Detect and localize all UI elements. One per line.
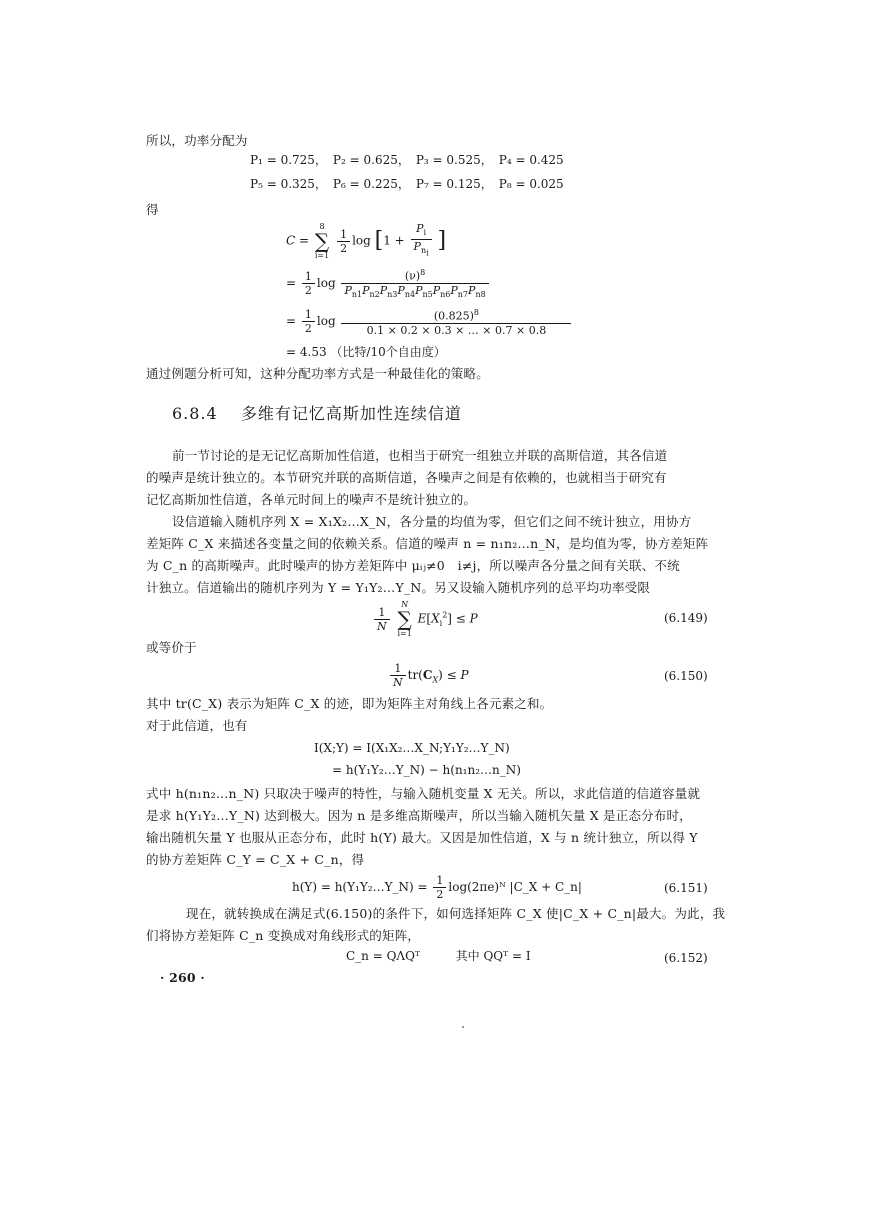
para2-line-2: 差矩阵 C_X 来描述各变量之间的依赖关系。信道的噪声 n = n₁n₂…n_N，是均值为零，协方差矩阵	[146, 536, 709, 551]
para3-line-3: 输出随机矢量 Y 也服从正态分布，此时 h(Y) 最大。又因是加性信道，X 与 n 统计独立，所以得 Y	[146, 830, 698, 845]
capacity-result: = 4.53 （比特/10个自由度）	[286, 345, 446, 359]
equation-6-152	[346, 948, 531, 964]
equation-6-151: h(Y) = h(Y₁Y₂…Y_N) = $\frac{1}{2}$ log(2πe)ᴺ |C_X + C_n|	[292, 874, 582, 901]
capacity-equation-line-1: C = 8 ∑ i=1 $\frac{1}{2}$ log [1 + $\frac{P_i}{P_{n_i}}$ ]	[286, 222, 447, 260]
equation-number-6-151: (6.151)	[664, 881, 708, 895]
page-number: · 260 ·	[160, 970, 205, 985]
para1-line-1: 前一节讨论的是无记忆高斯加性信道，也相当于研究一组独立并联的高斯信道，其各信道	[172, 448, 668, 463]
equation-6-150: $\frac{1}{N}$ $tr(C_X) \le P$	[388, 662, 469, 689]
eq152-mid: 其中 QQᵀ = I	[455, 949, 531, 963]
capacity-equation-line-2: = $\frac{1}{2}$ log $\frac{(\nu)^8}{P_{n1}P_{n2}P_{n3}P_{n4}P_{n5}P_{n6}P_{n7}P_{n8}}$	[286, 266, 491, 301]
para1-line-3: 记忆高斯加性信道，各单元时间上的噪声不是统计独立的。	[146, 492, 477, 507]
power-allocation-line-1: P₁ = 0.725， P₂ = 0.625， P₃ = 0.525， P₄ = 0.425	[250, 153, 564, 167]
section-heading	[172, 404, 462, 424]
para3-line-4: 的协方差矩阵 C_Y = C_X + C_n，得	[146, 852, 365, 867]
para3-line-2: 是求 h(Y₁Y₂…Y_N) 达到极大。因为 n 是多维高斯噪声，所以当输入随机矢量 X 是正态分布时，	[146, 808, 692, 823]
para2-line-1: 设信道输入随机序列 X = X₁X₂…X_N，各分量的均值为零，但它们之间不统计独立，用协方	[172, 514, 692, 529]
equation-number-6-150: (6.150)	[664, 669, 708, 683]
para3-line-1: 式中 h(n₁n₂…n_N) 只取决于噪声的特性，与输入随机变量 X 无关。所以，求此信道的信道容量就	[146, 786, 701, 801]
eq151-lhs: h(Y) = h(Y₁Y₂…Y_N) =	[292, 880, 428, 894]
power-allocation-line-2: P₅ = 0.325， P₆ = 0.225， P₇ = 0.125， P₈ = 0.025	[250, 177, 564, 191]
mutual-information-line-2: = h(Y₁Y₂…Y_N) − h(n₁n₂…n_N)	[332, 763, 521, 777]
para2-line-4: 计独立。信道输出的随机序列为 Y = Y₁Y₂…Y_N。另又设输入随机序列的总平均功率受限	[146, 580, 651, 595]
equation-number-6-152: (6.152)	[664, 951, 708, 965]
capacity-equation-line-3: = $\frac{1}{2}$ log $\frac{(0.825)^8}{0.1 \times 0.2 \times 0.3 \times \dots \times 0.7 \times 0.8}$	[286, 306, 573, 337]
scan-speck	[462, 1026, 464, 1028]
for-channel-text: 对于此信道，也有	[146, 718, 248, 733]
para4-line-1: 现在，就转换成在满足式(6.150)的条件下，如何选择矩阵 C_X 使|C_X + C_n|最大。为此，我	[186, 906, 726, 921]
de-text: 得	[146, 202, 159, 217]
eq151-rhs: log(2πe)ᴺ |C_X + C_n|	[448, 880, 582, 894]
or-equivalent-text: 或等价于	[146, 640, 197, 655]
conclusion-text: 通过例题分析可知，这种分配功率方式是一种最佳化的策略。	[146, 366, 489, 381]
trace-note: 其中 tr(C_X) 表示为矩阵 C_X 的迹，即为矩阵主对角线上各元素之和。	[146, 696, 553, 711]
intro-power-text: 所以，功率分配为	[146, 133, 248, 148]
mutual-information-line-1: I(X;Y) = I(X₁X₂…X_N;Y₁Y₂…Y_N)	[314, 741, 510, 755]
eq152-lhs: C_n = QΛQᵀ	[346, 949, 420, 963]
para4-line-2: 们将协方差矩阵 C_n 变换成对角线形式的矩阵，	[146, 928, 421, 943]
section-number: 6.8.4	[172, 404, 218, 423]
equation-6-149: $\frac{1}{N}$ N ∑ i=1 $E[X_i^2] \le P$	[372, 600, 478, 638]
para2-line-3: 为 C_n 的高斯噪声。此时噪声的协方差矩阵中 μᵢⱼ≠0 i≠j，所以噪声各分量之间有关联、不统	[146, 558, 680, 573]
para1-line-2: 的噪声是统计独立的。本节研究并联的高斯信道，各噪声之间是有依赖的，也就相当于研究有	[146, 470, 667, 485]
section-title: 多维有记忆高斯加性连续信道	[240, 404, 462, 423]
equation-number-6-149: (6.149)	[664, 611, 708, 625]
